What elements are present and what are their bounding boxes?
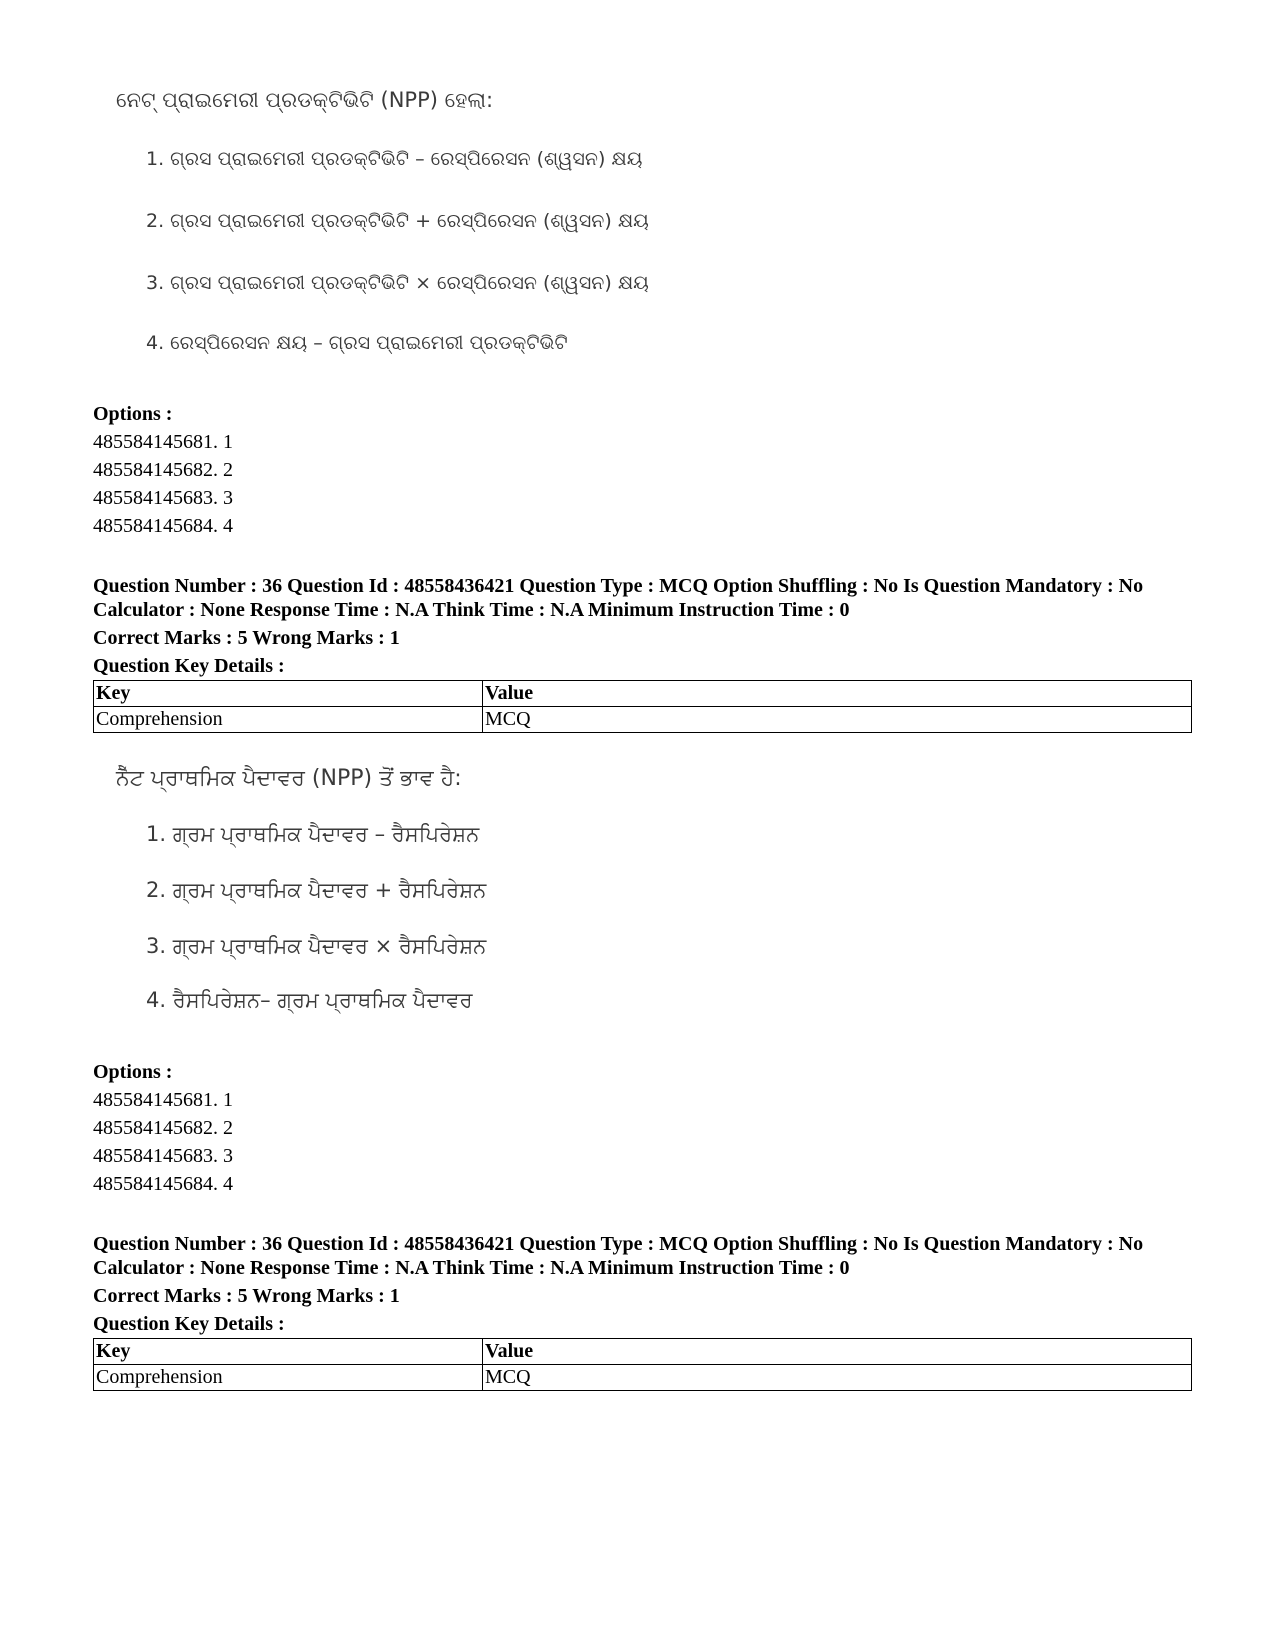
table-cell-key: Comprehension [94, 707, 483, 733]
marks-line: Correct Marks : 5 Wrong Marks : 1 [93, 1285, 400, 1307]
table-header-row [94, 1339, 1192, 1365]
question-line-2: 2. ਗ੍ਰਮ ਪ੍ਰਾਥਮਿਕ ਪੈਦਾਵਰ + ਰੈਸਪਿਰੇਸ਼ਨ [146, 878, 487, 902]
option-item: 485584145684. 4 [93, 1173, 233, 1195]
question-meta: Question Number : 36 Question Id : 48558436421 Question Type : MCQ Option Shuffling : No Is Question Mandatory : No Calculator : None Response Time : N.A Think Time : N.A Minimum Instruction Time : 0 [93, 575, 1144, 621]
table-row [94, 1365, 1192, 1391]
question-heading: ਨੈੱਟ ਪ੍ਰਾਥਮਿਕ ਪੈਦਾਵਰ (NPP) ਤੋਂ ਭਾਵ ਹੈ: [116, 766, 462, 791]
options-title: Options : [93, 1061, 173, 1083]
table-cell-key: Comprehension [94, 1365, 483, 1391]
option-item: 485584145684. 4 [93, 515, 233, 537]
option-item: 485584145682. 2 [93, 459, 233, 481]
table-cell-value: MCQ [483, 707, 1192, 733]
option-item: 485584145683. 3 [93, 487, 233, 509]
table-header-row [94, 681, 1192, 707]
key-details-table [93, 1338, 1192, 1391]
option-item: 485584145681. 1 [93, 431, 233, 453]
question-line-1: 1. ਗ੍ਰਮ ਪ੍ਰਾਥਮਿਕ ਪੈਦਾਵਰ – ਰੈਸਪਿਰੇਸ਼ਨ [146, 822, 480, 846]
table-header-key: Key [94, 681, 483, 707]
option-item: 485584145683. 3 [93, 1145, 233, 1167]
table-header-value: Value [483, 1339, 1192, 1365]
key-details-title: Question Key Details : [93, 1313, 285, 1335]
option-item: 485584145682. 2 [93, 1117, 233, 1139]
question-line-4: 4. ਰੈਸਪਿਰੇਸ਼ਨ– ਗ੍ਰਮ ਪ੍ਰਾਥਮਿਕ ਪੈਦਾਵਰ [146, 988, 473, 1012]
question-line-1: 1. ଗ୍ରସ ପ୍ରାଇମେରୀ ପ୍ରଡକ୍ଟିଭିଟି – ରେସ୍ପିରେସନ (ଶ୍ୱସନ) କ୍ଷୟ [146, 148, 643, 170]
question-image-punjabi [0, 760, 1275, 1030]
option-item: 485584145681. 1 [93, 1089, 233, 1111]
options-title: Options : [93, 403, 173, 425]
question-line-4: 4. ରେସ୍ପିରେସନ କ୍ଷୟ – ଗ୍ରସ ପ୍ରାଇମେରୀ ପ୍ରଡକ୍ଟିଭିଟି [146, 332, 568, 354]
question-line-3: 3. ਗ੍ਰਮ ਪ੍ਰਾਥਮਿਕ ਪੈਦਾਵਰ × ਰੈਸਪਿਰੇਸ਼ਨ [146, 934, 487, 958]
question-line-2: 2. ଗ୍ରସ ପ୍ରାଇମେରୀ ପ୍ରଡକ୍ଟିଭିଟି + ରେସ୍ପିରେସନ (ଶ୍ୱସନ) କ୍ଷୟ [146, 210, 649, 232]
marks-line: Correct Marks : 5 Wrong Marks : 1 [93, 627, 400, 649]
question-meta: Question Number : 36 Question Id : 48558436421 Question Type : MCQ Option Shuffling : No Is Question Mandatory : No Calculator : None Response Time : N.A Think Time : N.A Minimum Instruction Time : 0 [93, 1233, 1144, 1279]
table-row [94, 707, 1192, 733]
table-header-key: Key [94, 1339, 483, 1365]
key-details-title: Question Key Details : [93, 655, 285, 677]
table-cell-value: MCQ [483, 1365, 1192, 1391]
key-details-table [93, 680, 1192, 733]
table-header-value: Value [483, 681, 1192, 707]
question-image-odia [0, 80, 1275, 380]
question-heading: ନେଟ୍ ପ୍ରାଇମେରୀ ପ୍ରଡକ୍ଟିଭିଟି (NPP) ହେଲା: [116, 88, 494, 112]
question-line-3: 3. ଗ୍ରସ ପ୍ରାଇମେରୀ ପ୍ରଡକ୍ଟିଭିଟି × ରେସ୍ପିରେସନ (ଶ୍ୱସନ) କ୍ଷୟ [146, 272, 649, 294]
